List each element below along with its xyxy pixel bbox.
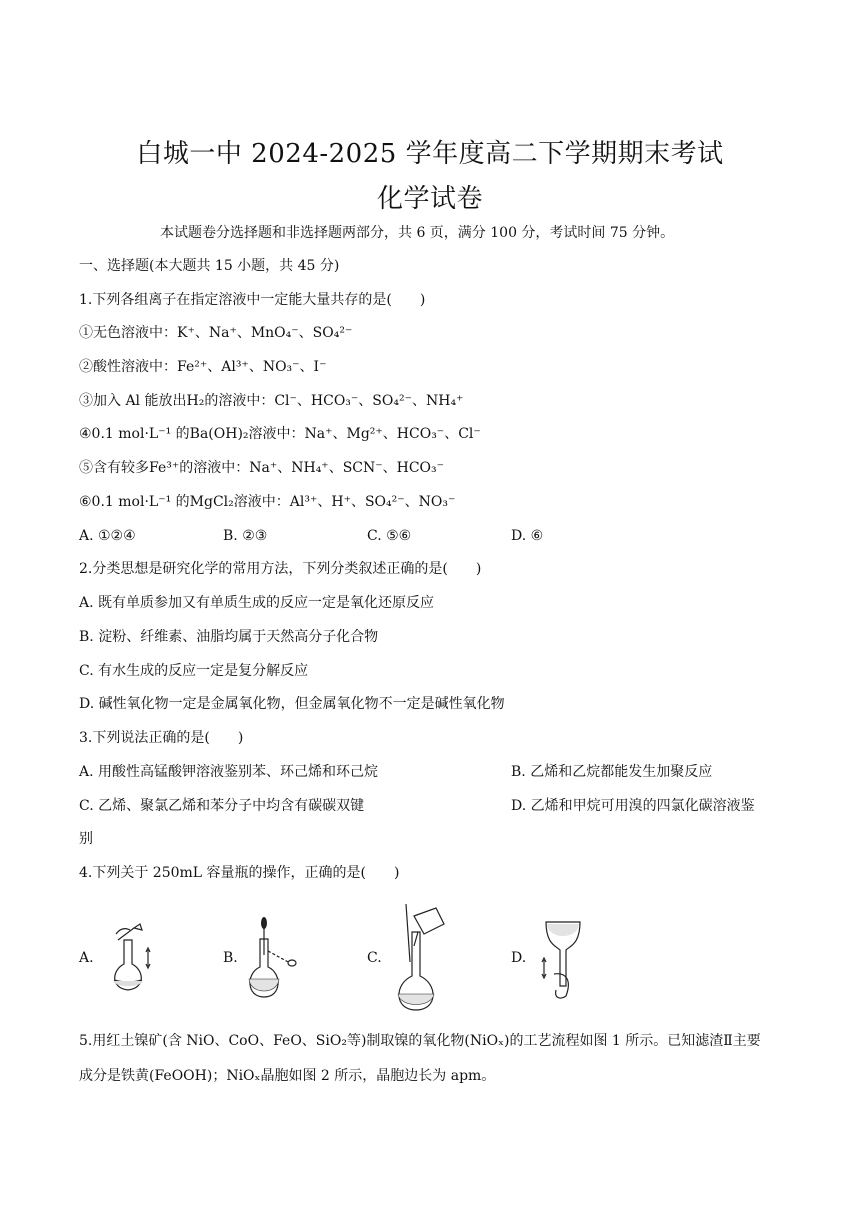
q1-option-a: A. ①②④ — [79, 528, 136, 544]
q1-c3-prefix: ③加入 Al 能放出 — [79, 393, 187, 409]
exam-intro: 本试题卷分选择题和非选择题两部分，共 6 页，满分 100 分，考试时间 75 分钟。 — [160, 225, 675, 241]
q4-label-d: D. — [511, 950, 527, 966]
q4-stem: 4.下列关于 250mL 容量瓶的操作，正确的是( ) — [79, 865, 400, 881]
q1-c1-prefix: ①无色溶液中： — [79, 325, 177, 341]
q3-stem: 3.下列说法正确的是( ) — [79, 730, 244, 746]
flask-pouring-figure — [388, 902, 452, 1014]
q1-c2-prefix: ②酸性溶液中： — [79, 359, 177, 375]
q3-option-b: B. 乙烯和乙烷都能发生加聚反应 — [511, 764, 713, 780]
q3-option-d-continued: 别 — [79, 831, 93, 847]
q1-c3-mid: 的溶液中： — [204, 393, 275, 409]
q3-option-d: D. 乙烯和甲烷可用溴的四氯化碳溶液鉴 — [511, 798, 755, 814]
q5-line-2: 成分是铁黄(FeOOH)；NiOₓ晶胞如图 2 所示，晶胞边长为 apm。 — [79, 1068, 496, 1084]
q1-c5-prefix: ⑤含有较多 — [79, 460, 149, 476]
flask-dropper-figure — [240, 915, 300, 1001]
q1-c6-ions: Al³⁺、H⁺、SO₄²⁻、NO₃⁻ — [289, 494, 456, 510]
q1-condition-1 — [79, 323, 352, 343]
q1-c4-solute: Ba(OH)₂ — [189, 426, 249, 442]
q4-label-a: A. — [79, 950, 94, 966]
exam-title: 白城一中 2024-2025 学年度高二下学期期末考试 — [136, 139, 724, 169]
q3-option-c: C. 乙烯、聚氯乙烯和苯分子中均含有碳碳双键 — [79, 798, 365, 814]
q1-c6-mid: 溶液中： — [233, 494, 290, 510]
exam-subtitle: 化学试卷 — [376, 184, 483, 214]
q1-c4-prefix: ④0.1 mol·L⁻¹ 的 — [79, 426, 190, 442]
q1-option-c: C. ⑤⑥ — [367, 528, 412, 544]
q4-label-c: C. — [367, 950, 382, 966]
q1-condition-3 — [79, 391, 463, 411]
q2-option-a: A. 既有单质参加又有单质生成的反应一定是氧化还原反应 — [79, 595, 435, 611]
section-title: 一、选择题(本大题共 15 小题，共 45 分) — [79, 258, 340, 274]
q1-option-d: D. ⑥ — [511, 528, 544, 544]
q2-option-d: D. 碱性氧化物一定是金属氧化物，但金属氧化物不一定是碱性氧化物 — [79, 696, 505, 712]
q1-stem: 1.下列各组离子在指定溶液中一定能大量共存的是( ) — [79, 292, 426, 308]
q1-c6-solute: MgCl₂ — [189, 494, 234, 510]
q1-c5-solute: Fe³⁺ — [149, 460, 180, 476]
q1-c2-ions: Fe²⁺、Al³⁺、NO₃⁻、I⁻ — [177, 359, 327, 375]
q1-condition-2 — [79, 357, 326, 377]
flask-inverting-figure — [536, 916, 590, 1004]
q1-condition-6 — [79, 492, 455, 512]
q1-c5-ions: Na⁺、NH₄⁺、SCN⁻、HCO₃⁻ — [249, 460, 445, 476]
q4-label-b: B. — [223, 950, 238, 966]
q1-condition-4 — [79, 424, 481, 444]
q1-c1-ions: K⁺、Na⁺、MnO₄⁻、SO₄²⁻ — [177, 325, 353, 341]
q1-c3-ions: Cl⁻、HCO₃⁻、SO₄²⁻、NH₄⁺ — [274, 393, 464, 409]
q1-c3-gas: H₂ — [186, 393, 205, 409]
flask-shaking-figure — [100, 920, 156, 996]
q1-c4-ions: Na⁺、Mg²⁺、HCO₃⁻、Cl⁻ — [304, 426, 481, 442]
q5-line-1: 5.用红土镍矿(含 NiO、CoO、FeO、SiO₂等)制取镍的氧化物(NiOₓ)的工艺流程如图 1 所示。已知滤渣Ⅱ主要 — [79, 1033, 761, 1049]
q2-option-c: C. 有水生成的反应一定是复分解反应 — [79, 663, 309, 679]
q2-stem: 2.分类思想是研究化学的常用方法，下列分类叙述正确的是( ) — [79, 561, 482, 577]
q3-option-a: A. 用酸性高锰酸钾溶液鉴别苯、环己烯和环己烷 — [79, 764, 379, 780]
q1-c5-mid: 的溶液中： — [179, 460, 250, 476]
q1-option-b: B. ②③ — [223, 528, 268, 544]
q2-option-b: B. 淀粉、纤维素、油脂均属于天然高分子化合物 — [79, 629, 379, 645]
q1-condition-5 — [79, 458, 444, 478]
q1-c6-prefix: ⑥0.1 mol·L⁻¹ 的 — [79, 494, 190, 510]
q1-c4-mid: 溶液中： — [248, 426, 305, 442]
